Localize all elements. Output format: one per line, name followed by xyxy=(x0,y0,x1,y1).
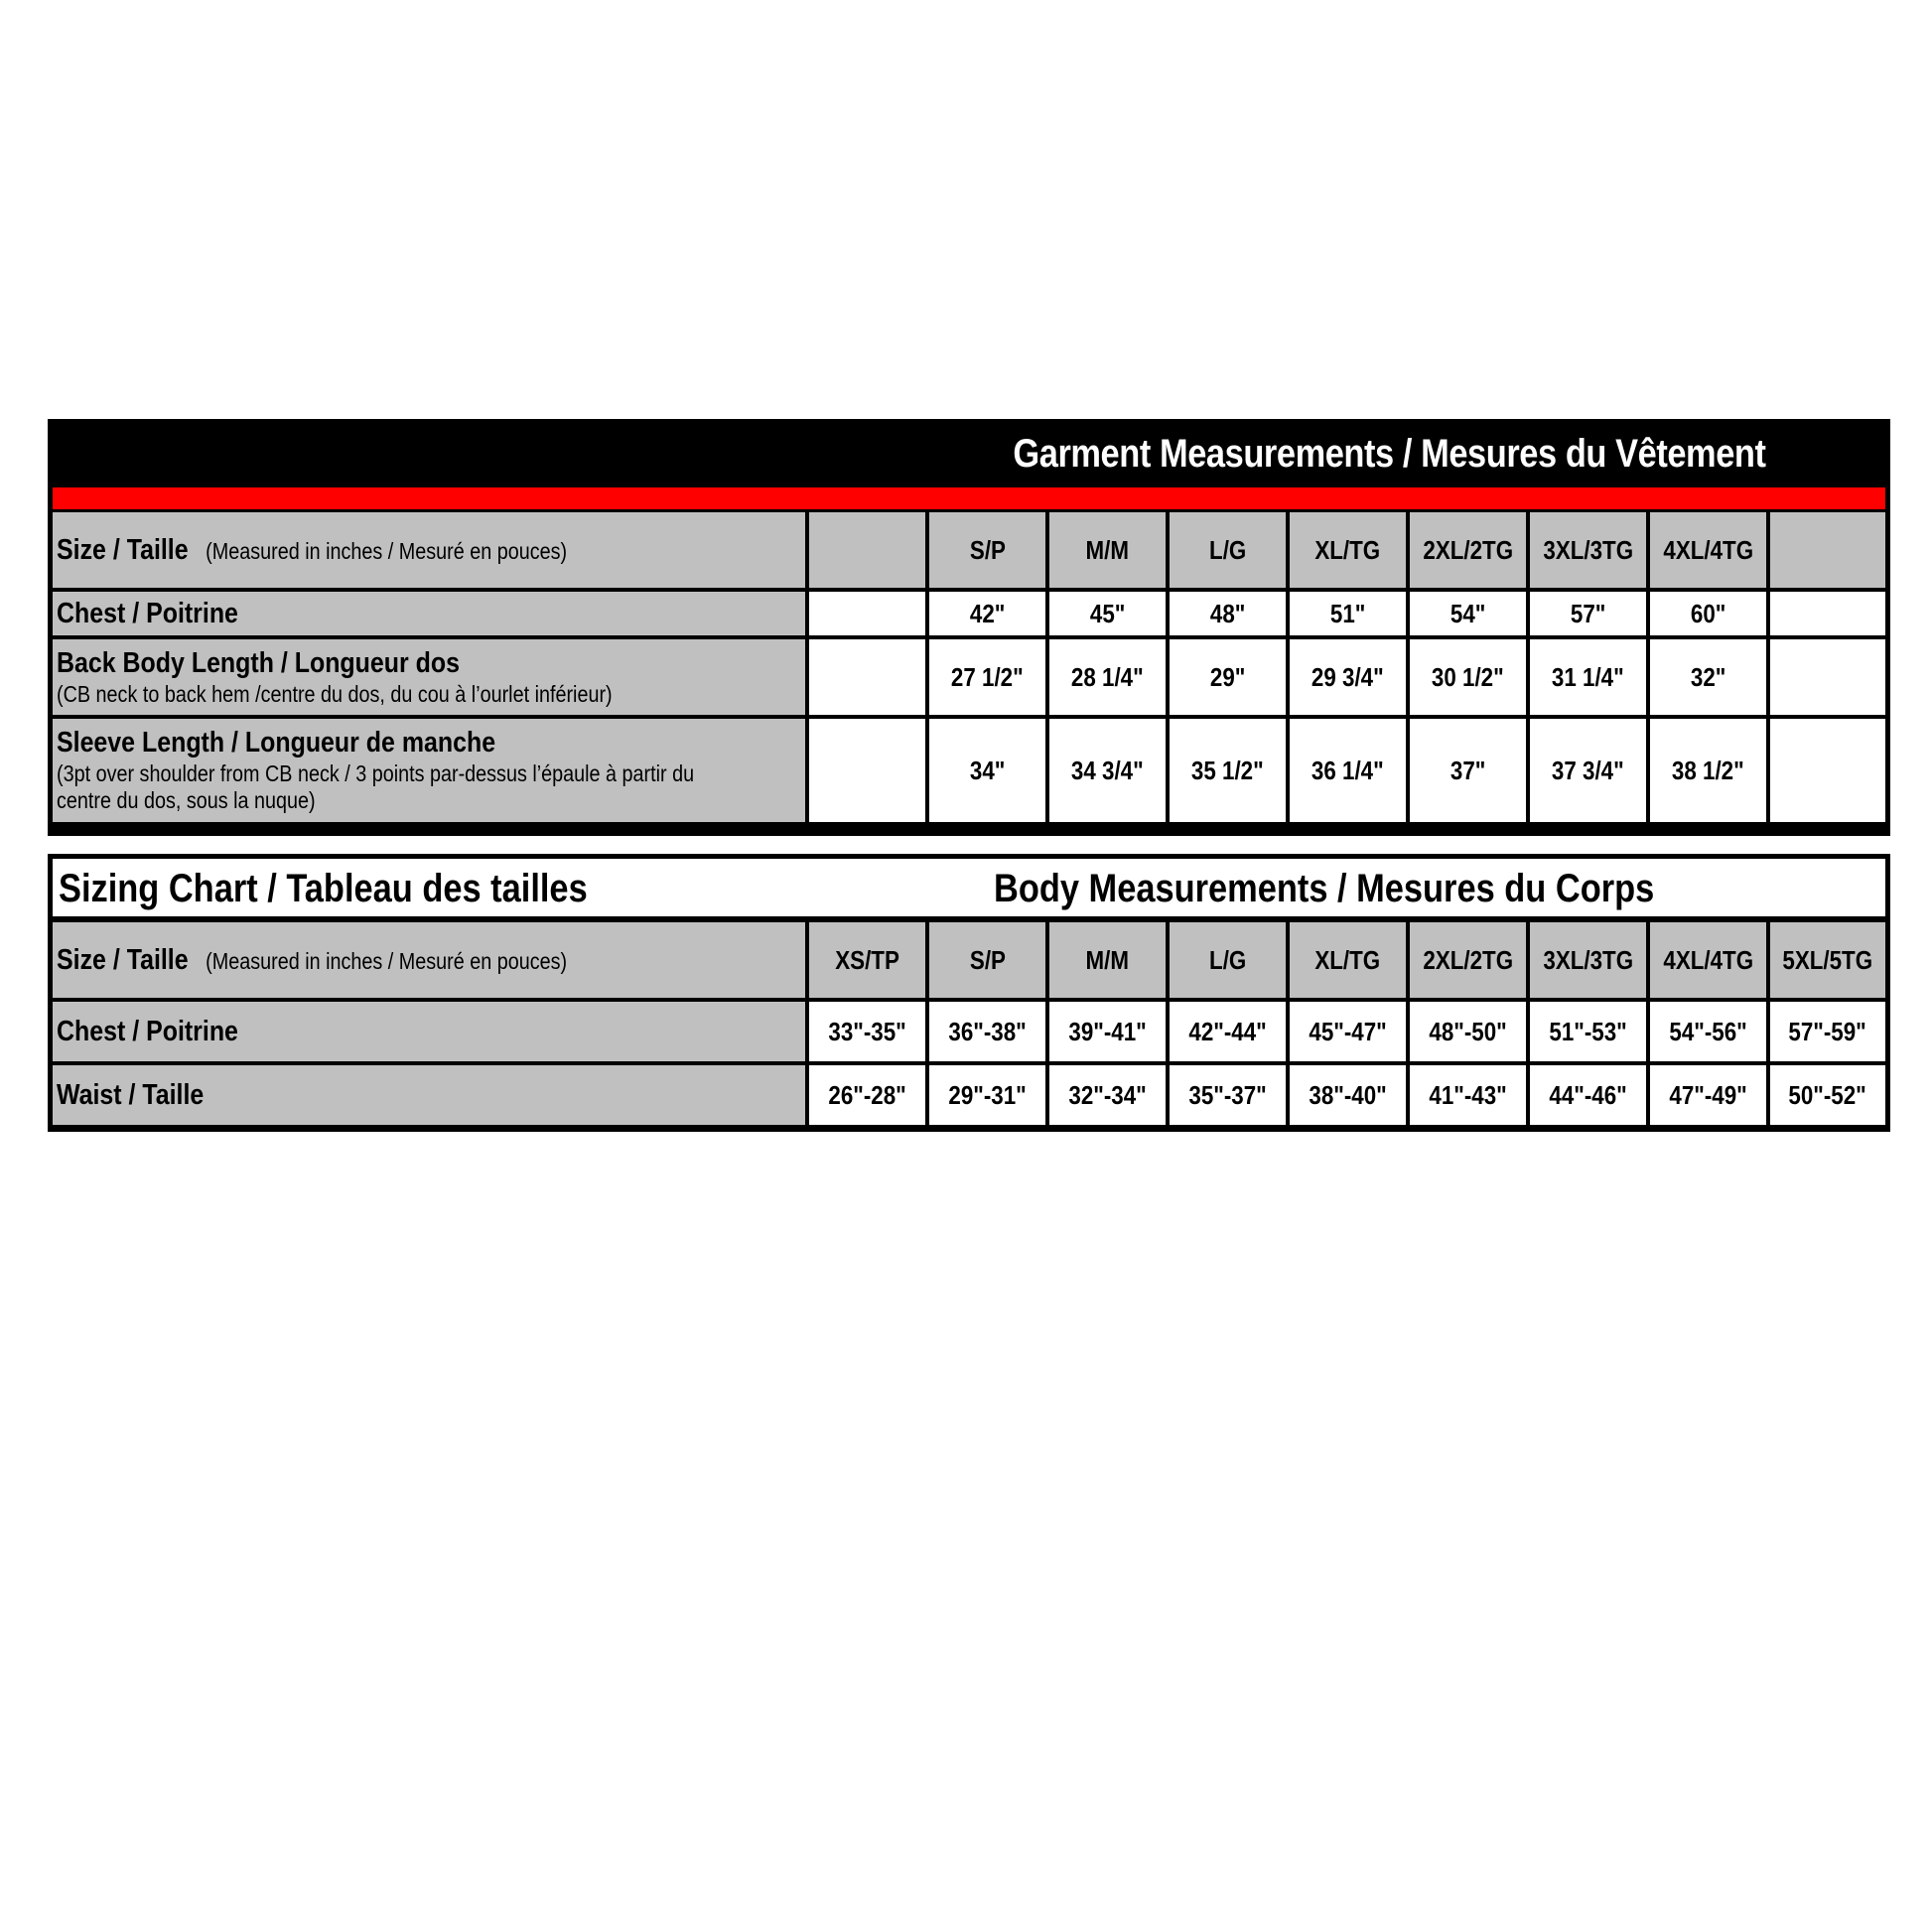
value-cell xyxy=(1650,719,1766,822)
measurement-value: 34 3/4" xyxy=(1071,755,1144,785)
size-header-cell xyxy=(1290,922,1406,998)
measurement-value: 31 1/4" xyxy=(1552,661,1624,692)
measurement-value: 38 1/2" xyxy=(1672,755,1744,785)
value-cell xyxy=(929,719,1045,822)
value-cell xyxy=(1290,592,1406,635)
value-cell xyxy=(809,719,925,822)
value-cell xyxy=(1770,1002,1885,1061)
measurement-value: 51"-53" xyxy=(1549,1016,1627,1046)
size-header: XS/TP xyxy=(835,944,899,975)
row-sublabel: centre du dos, sous la nuque) xyxy=(57,787,316,814)
size-header: S/P xyxy=(969,944,1006,975)
size-header: 2XL/2TG xyxy=(1423,944,1513,975)
measurement-value: 37" xyxy=(1449,755,1486,785)
measurement-value: 38"-40" xyxy=(1309,1079,1387,1110)
measurement-value: 39"-41" xyxy=(1068,1016,1147,1046)
value-cell xyxy=(1410,639,1526,715)
body-header xyxy=(53,859,1885,920)
size-header-cell xyxy=(809,922,925,998)
value-cell xyxy=(1290,1002,1406,1061)
size-header: 5XL/5TG xyxy=(1782,944,1873,975)
value-cell xyxy=(929,639,1045,715)
measurement-value: 51" xyxy=(1329,598,1366,628)
size-header: 2XL/2TG xyxy=(1423,534,1513,565)
value-cell xyxy=(1410,1002,1526,1061)
size-header-cell xyxy=(1290,512,1406,588)
size-header-cell xyxy=(1410,922,1526,998)
row-sublabel: (3pt over shoulder from CB neck / 3 points par-dessus l’épaule à partir du xyxy=(57,759,695,786)
measurement-value: 29"-31" xyxy=(948,1079,1027,1110)
measurement-value: 42" xyxy=(969,598,1006,628)
value-cell xyxy=(1770,592,1885,635)
sizing-chart-title: Sizing Chart / Tableau des tailles xyxy=(59,867,588,910)
value-cell xyxy=(1530,719,1646,822)
value-cell xyxy=(1290,719,1406,822)
size-header: 4XL/4TG xyxy=(1663,534,1753,565)
value-cell xyxy=(1770,639,1885,715)
value-cell xyxy=(1410,719,1526,822)
value-cell xyxy=(1770,1065,1885,1125)
value-cell xyxy=(1170,639,1286,715)
measurement-value: 57"-59" xyxy=(1788,1016,1867,1046)
size-header-cell xyxy=(1770,922,1885,998)
row-label: Waist / Taille xyxy=(57,1078,205,1111)
value-cell xyxy=(1650,1065,1766,1125)
row-label: Back Body Length / Longueur dos xyxy=(57,646,460,679)
size-header: S/P xyxy=(969,534,1006,565)
size-header: 3XL/3TG xyxy=(1543,944,1633,975)
measurement-value: 54" xyxy=(1449,598,1486,628)
size-header: L/G xyxy=(1208,944,1247,975)
value-cell xyxy=(1530,592,1646,635)
size-header-cell xyxy=(1530,512,1646,588)
value-cell xyxy=(1170,719,1286,822)
row-label-cell xyxy=(53,1065,805,1125)
measurement-value: 26"-28" xyxy=(828,1079,906,1110)
value-cell xyxy=(1170,592,1286,635)
size-label-text: Size / Taille xyxy=(57,533,189,566)
measurement-value: 54"-56" xyxy=(1669,1016,1747,1046)
measurement-value: 44"-46" xyxy=(1549,1079,1627,1110)
measurement-value: 30 1/2" xyxy=(1432,661,1504,692)
value-cell xyxy=(929,1002,1045,1061)
value-cell xyxy=(1650,639,1766,715)
size-header: 3XL/3TG xyxy=(1543,534,1633,565)
measurement-value: 48"-50" xyxy=(1429,1016,1507,1046)
measurement-value: 34" xyxy=(969,755,1006,785)
size-header-cell xyxy=(1650,512,1766,588)
size-label xyxy=(57,534,567,567)
garment-measurements-table xyxy=(48,419,1890,836)
size-header: 4XL/4TG xyxy=(1663,944,1753,975)
value-cell xyxy=(1530,1002,1646,1061)
size-header: XL/TG xyxy=(1314,534,1381,565)
size-label-cell xyxy=(53,922,805,998)
value-cell xyxy=(929,1065,1045,1125)
value-cell xyxy=(1049,592,1166,635)
value-cell xyxy=(1290,639,1406,715)
body-title: Body Measurements / Mesures du Corps xyxy=(994,867,1655,910)
measurement-value: 37 3/4" xyxy=(1552,755,1624,785)
size-header-cell xyxy=(1170,922,1286,998)
size-header-cell xyxy=(929,922,1045,998)
value-cell xyxy=(809,592,925,635)
measurement-value: 48" xyxy=(1209,598,1246,628)
size-header: XL/TG xyxy=(1314,944,1381,975)
row-label-cell xyxy=(53,639,805,715)
value-cell xyxy=(1530,639,1646,715)
row-sublabel: (CB neck to back hem /centre du dos, du cou à l’ourlet inférieur) xyxy=(57,680,613,707)
size-header-cell xyxy=(1410,512,1526,588)
size-header-cell xyxy=(929,512,1045,588)
value-cell xyxy=(929,592,1045,635)
value-cell xyxy=(1170,1002,1286,1061)
size-header: M/M xyxy=(1085,944,1130,975)
value-cell xyxy=(1290,1065,1406,1125)
measurement-value: 47"-49" xyxy=(1669,1079,1747,1110)
measurement-value: 41"-43" xyxy=(1429,1079,1507,1110)
row-label: Chest / Poitrine xyxy=(57,597,238,629)
row-label: Chest / Poitrine xyxy=(57,1015,238,1047)
red-divider xyxy=(53,487,1885,509)
measurement-value: 32"-34" xyxy=(1068,1079,1147,1110)
value-cell xyxy=(1410,592,1526,635)
row-label-cell xyxy=(53,719,805,822)
measurement-value: 33"-35" xyxy=(828,1016,906,1046)
size-header-cell xyxy=(1049,922,1166,998)
body-measurements-table xyxy=(48,854,1890,1132)
size-header-cell xyxy=(1770,512,1885,588)
measurement-value: 28 1/4" xyxy=(1071,661,1144,692)
size-note: (Measured in inches / Mesuré en pouces) xyxy=(200,537,568,564)
row-label-cell xyxy=(53,1002,805,1061)
value-cell xyxy=(809,639,925,715)
value-cell xyxy=(809,1002,925,1061)
measurement-value: 35 1/2" xyxy=(1191,755,1264,785)
size-header: M/M xyxy=(1085,534,1130,565)
measurement-value: 29 3/4" xyxy=(1311,661,1384,692)
size-header-cell xyxy=(1049,512,1166,588)
measurement-value: 36 1/4" xyxy=(1311,755,1384,785)
size-header-cell xyxy=(1530,922,1646,998)
measurement-value: 29" xyxy=(1209,661,1246,692)
value-cell xyxy=(1770,719,1885,822)
value-cell xyxy=(1049,639,1166,715)
size-header-cell xyxy=(1170,512,1286,588)
garment-header xyxy=(53,424,1885,487)
measurement-value: 45" xyxy=(1089,598,1126,628)
size-label xyxy=(57,944,567,977)
measurement-value: 35"-37" xyxy=(1188,1079,1267,1110)
size-header-cell xyxy=(809,512,925,588)
size-label-text: Size / Taille xyxy=(57,943,189,976)
size-header-cell xyxy=(1650,922,1766,998)
measurement-value: 32" xyxy=(1690,661,1726,692)
value-cell xyxy=(1650,1002,1766,1061)
measurement-value: 50"-52" xyxy=(1788,1079,1867,1110)
value-cell xyxy=(1049,719,1166,822)
value-cell xyxy=(1530,1065,1646,1125)
measurement-value: 42"-44" xyxy=(1188,1016,1267,1046)
row-label-cell xyxy=(53,592,805,635)
measurement-value: 57" xyxy=(1570,598,1606,628)
measurement-value: 27 1/2" xyxy=(951,661,1024,692)
measurement-value: 36"-38" xyxy=(948,1016,1027,1046)
size-header: L/G xyxy=(1208,534,1247,565)
value-cell xyxy=(1049,1002,1166,1061)
value-cell xyxy=(809,1065,925,1125)
size-label-cell xyxy=(53,512,805,588)
row-label: Sleeve Length / Longueur de manche xyxy=(57,727,496,759)
measurement-value: 45"-47" xyxy=(1309,1016,1387,1046)
value-cell xyxy=(1650,592,1766,635)
size-note: (Measured in inches / Mesuré en pouces) xyxy=(200,947,568,974)
value-cell xyxy=(1049,1065,1166,1125)
measurement-value: 60" xyxy=(1690,598,1726,628)
value-cell xyxy=(1410,1065,1526,1125)
garment-title: Garment Measurements / Mesures du Vêtement xyxy=(1013,432,1766,476)
value-cell xyxy=(1170,1065,1286,1125)
